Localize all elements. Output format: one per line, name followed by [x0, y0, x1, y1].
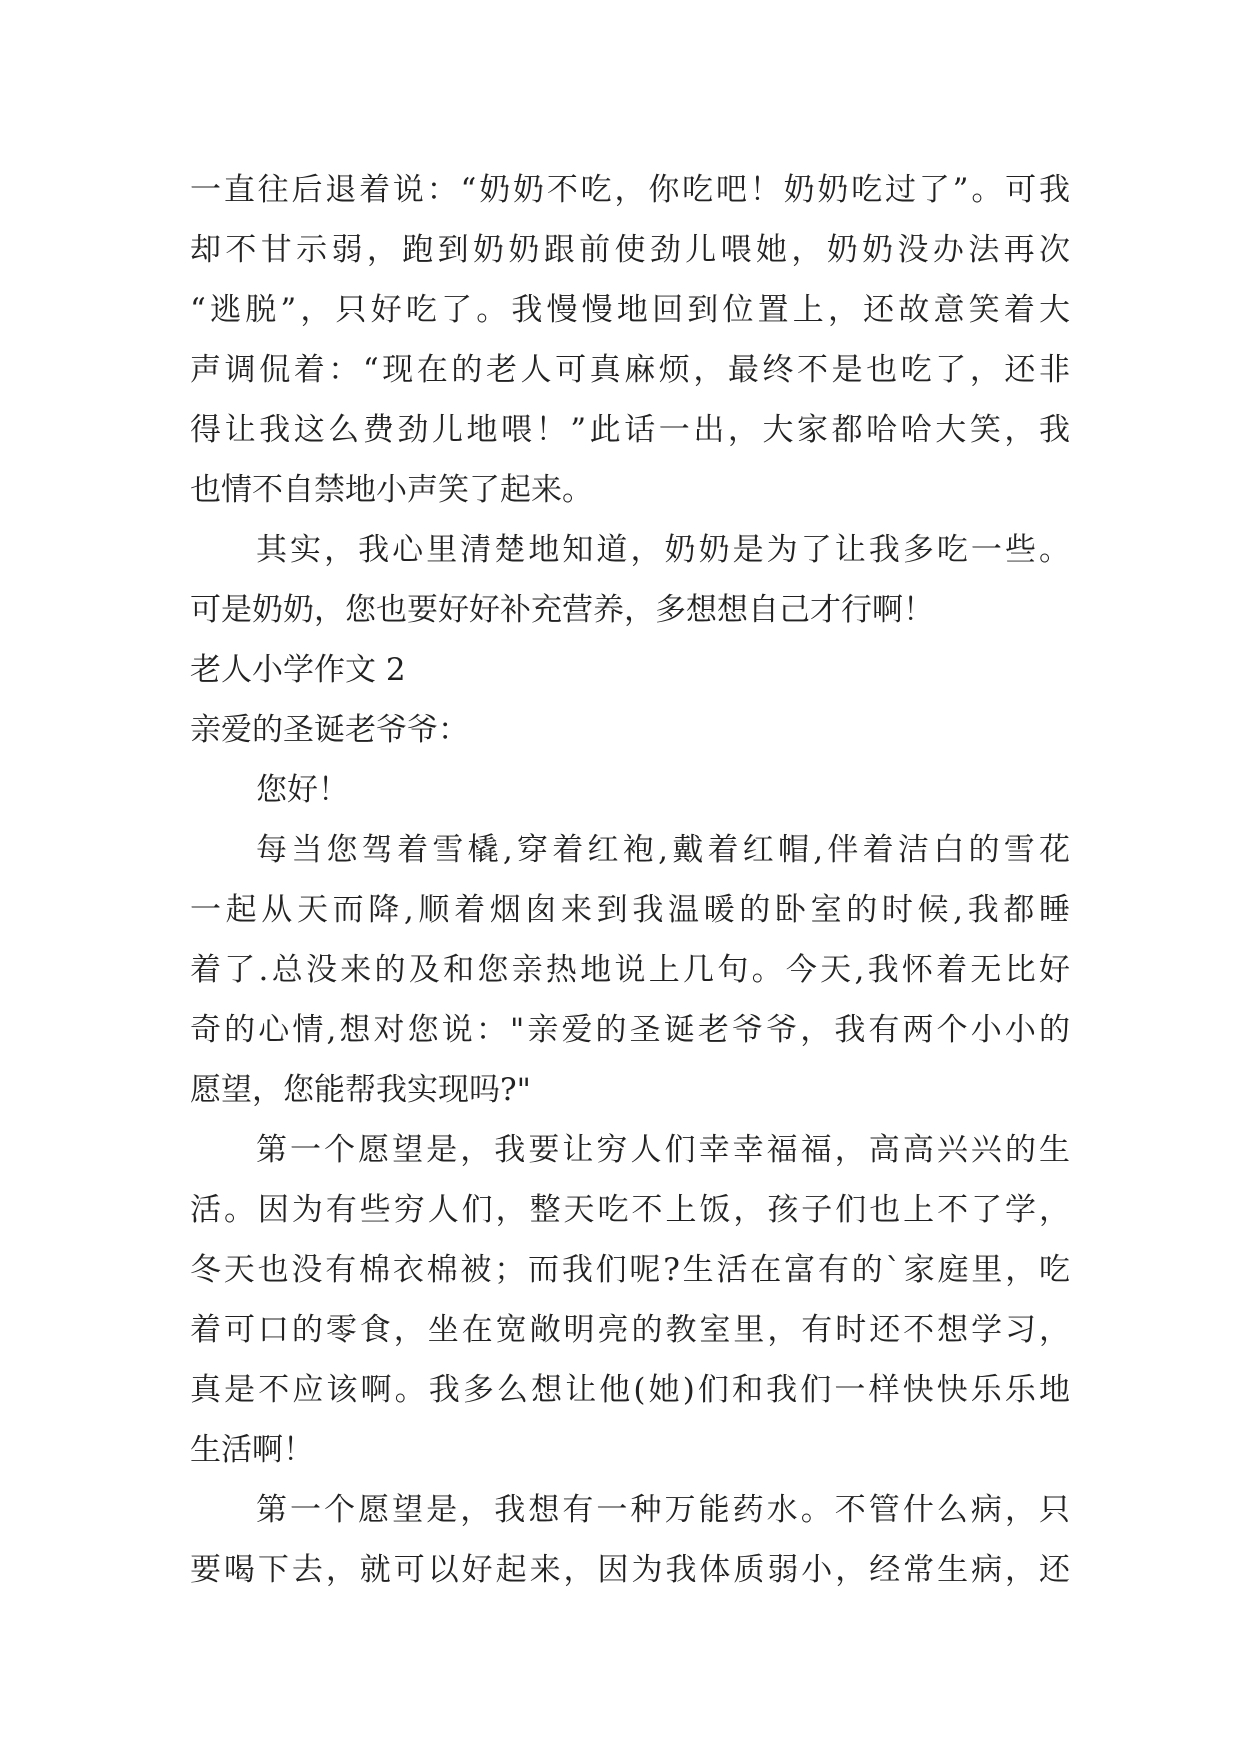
- paragraph-line: 活。因为有些穷人们，整天吃不上饭，孩子们也上不了学，: [190, 1192, 1070, 1228]
- paragraph-line: 一起从天而降,顺着烟囱来到我温暖的卧室的时候,我都睡: [190, 892, 1070, 928]
- paragraph-line: 生活啊！: [190, 1432, 314, 1468]
- paragraph-line: 要喝下去，就可以好起来，因为我体质弱小，经常生病，还: [190, 1552, 1070, 1588]
- letter-salutation: 亲爱的圣诞老爷爷：: [190, 712, 469, 748]
- letter-greeting: 您好！: [256, 772, 349, 808]
- paragraph-line: 也情不自禁地小声笑了起来。: [190, 472, 593, 508]
- paragraph-line: 得让我这么费劲儿地喂！”此话一出，大家都哈哈大笑，我: [190, 412, 1070, 448]
- paragraph-line: 声调侃着：“现在的老人可真麻烦，最终不是也吃了，还非: [190, 352, 1070, 388]
- paragraph-line: 奇的心情,想对您说："亲爱的圣诞老爷爷，我有两个小小的: [190, 1012, 1070, 1048]
- document-body: [190, 160, 1070, 1600]
- paragraph-line: “逃脱”，只好吃了。我慢慢地回到位置上，还故意笑着大: [190, 292, 1070, 328]
- paragraph-line: 第一个愿望是，我要让穷人们幸幸福福，高高兴兴的生: [256, 1132, 1070, 1168]
- paragraph-line: 一直往后退着说：“奶奶不吃，你吃吧！奶奶吃过了”。可我: [190, 172, 1070, 208]
- paragraph-line: 却不甘示弱，跑到奶奶跟前使劲儿喂她，奶奶没办法再次: [190, 232, 1070, 268]
- section-heading: 老人小学作文 2: [190, 652, 406, 688]
- paragraph-line: 愿望，您能帮我实现吗?": [190, 1072, 531, 1108]
- paragraph-line: 真是不应该啊。我多么想让他(她)们和我们一样快快乐乐地: [190, 1372, 1070, 1408]
- paragraph-line: 第一个愿望是，我想有一种万能药水。不管什么病，只: [256, 1492, 1070, 1528]
- paragraph-line: 每当您驾着雪橇,穿着红袍,戴着红帽,伴着洁白的雪花: [256, 832, 1070, 868]
- paragraph-line: 冬天也没有棉衣棉被；而我们呢?生活在富有的`家庭里，吃: [190, 1252, 1070, 1288]
- paragraph-line: 着可口的零食，坐在宽敞明亮的教室里，有时还不想学习，: [190, 1312, 1070, 1348]
- paragraph-line: 其实，我心里清楚地知道，奶奶是为了让我多吃一些。: [256, 532, 1070, 568]
- paragraph-line: 可是奶奶，您也要好好补充营养，多想想自己才行啊！: [190, 592, 934, 628]
- paragraph-line: 着了.总没来的及和您亲热地说上几句。今天,我怀着无比好: [190, 952, 1070, 988]
